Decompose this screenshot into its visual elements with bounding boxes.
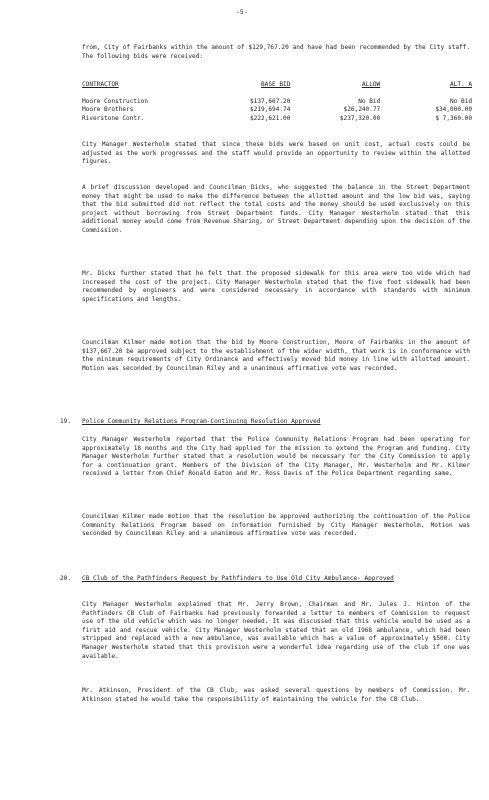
- paragraph-text: Councilman Kilmer made motion that the resolution be approved authorizing the continuation of the Police Community Relations Program based on information furnished by City Manager Westerholm. Motion was seconded by Councilman Riley and a unanimous affirmative vote was recorded.: [82, 513, 474, 538]
- table-row: [82, 115, 472, 124]
- paragraph-text: Councilman Kilmer made motion that the bid by Moore Construction, Moore of Fairbanks in the amount of $137,667.20 be approved subject to the establishment of the wider width, that work is in conformance with the minimum requirements of City Ordinance and effectively moved bid money in line with allotted amount. Motion was seconded by Councilman Riley and a unanimous affirmative vote was recorded.: [82, 339, 474, 372]
- paragraph-street-funds: [82, 184, 474, 236]
- item-number: 19.: [60, 418, 72, 425]
- cell-contractor: Moore Construction: [82, 97, 149, 105]
- paragraph-motion-bid: [82, 339, 474, 373]
- bid-table-header: [82, 81, 472, 90]
- cell-contractor: Moore Brothers: [82, 106, 134, 114]
- item-19-paragraph-2: [82, 513, 474, 539]
- page-number: -5-: [236, 8, 248, 16]
- bid-table: [82, 81, 472, 123]
- item-number: 20.: [60, 575, 72, 582]
- intro-text: from, City of Fairbanks within the amount of $129,767.20 and have had been recommended by the City staff. The following bids were received:: [82, 44, 474, 60]
- intro-paragraph: [82, 44, 474, 61]
- cell-base-bid: $222,621.00: [250, 114, 291, 122]
- header-base-bid: BASE BID: [261, 81, 291, 88]
- item-title: CB Club of the Pathfinders Request by Pathfinders to Use Old City Ambulance- Approved: [82, 575, 394, 582]
- cell-allow: $237,320.00: [339, 114, 381, 122]
- item-20-paragraph-2: [82, 687, 474, 704]
- header-allow: ALLOW: [361, 81, 381, 88]
- paragraph-text: A brief discussion developed and Councilman Dicks, who suggested the balance in the Street Department money that might be used to make the difference between the allotted amount and the low bid was, saying that the bid submitted did not reflect the total costs and the money should be used exclusively on this project without borrowing from Street Department funds. City Manager Westerholm stated that this additional money would come from Revenue Sharing, or Street Department depending upon the decision of the Commission.: [82, 184, 474, 234]
- paragraph-text: Mr. Atkinson, President of the CB Club, was asked several questions by members of Commission. Mr. Atkinson stated he would take the responsibility of maintaining the vehicle for the CB Club.: [82, 687, 474, 703]
- item-19-paragraph-1: [82, 436, 474, 479]
- cell-contractor: Riverstone Contr.: [82, 114, 145, 122]
- paragraph-bid-discussion: [82, 141, 474, 167]
- cell-allow: No Bid: [358, 97, 381, 105]
- item-20-paragraph-1: [82, 601, 474, 661]
- header-contractor: CONTRACTOR: [82, 81, 119, 88]
- cell-base-bid: $219,694.74: [250, 106, 291, 114]
- item-title: Police Community Relations Program-Continuing Resolution Approved: [82, 418, 321, 425]
- cell-alt-a: $34,000.00: [435, 106, 472, 114]
- paragraph-text: City Manager Westerholm stated that since these bids were based on unit cost, actual costs could be adjusted as the work progresses and the staff would provide an opportunity to review within the allotted figures.: [82, 141, 474, 166]
- header-alt-a: ALT. A: [450, 81, 472, 88]
- cell-alt-a: $ 7,360.00: [435, 114, 472, 122]
- table-row: [82, 98, 472, 107]
- paragraph-text: City Manager Westerholm explained that Mr. Jerry Brown, Chairman and Mr. Jules J. Hinton of the Pathfinders CB Club of Fairbanks had previously forwarded a letter to members of Commission to request use of the old vehicle which was no longer needed. It was discussed that this vehicle would be used as a first aid and rescue vehicle. City Manager Westerholm stated that an old 1968 ambulance, which had been stripped and replaced with a new ambulance, was available which has a value of approximately $500. City Manager Westerholm stated that this provision were a wonderful idea regarding use of the club if one was available.: [82, 601, 474, 660]
- cell-base-bid: $137,667.20: [250, 97, 291, 105]
- cell-allow: $26,240.77: [343, 106, 381, 114]
- table-row: [82, 106, 472, 115]
- cell-alt-a: No Bid: [450, 97, 472, 105]
- paragraph-text: City Manager Westerholm reported that the Police Community Relations Program had been operating for approximately 18 months and the City had applied for the mission to extend the Program and funding. City Manager Westerholm further stated that a resolution would be necessary for the City Commission to apply for a continuation grant. Members of the Division of the City Manager, Mr. Westerholm and Mr. Kilmer received a letter from Chief Ronald Eaton and Mr. Ross Davis of the Police Department regarding same.: [82, 436, 474, 478]
- paragraph-sidewalk: [82, 270, 474, 304]
- paragraph-text: Mr. Dicks further stated that he felt that the proposed sidewalk for this area were too wide which had increased the cost of the project. City Manager Westerholm stated that the five foot sidewalk had been recommended by engineers and were considered necessary in accordance with standards with minimum specifications and lengths.: [82, 270, 474, 303]
